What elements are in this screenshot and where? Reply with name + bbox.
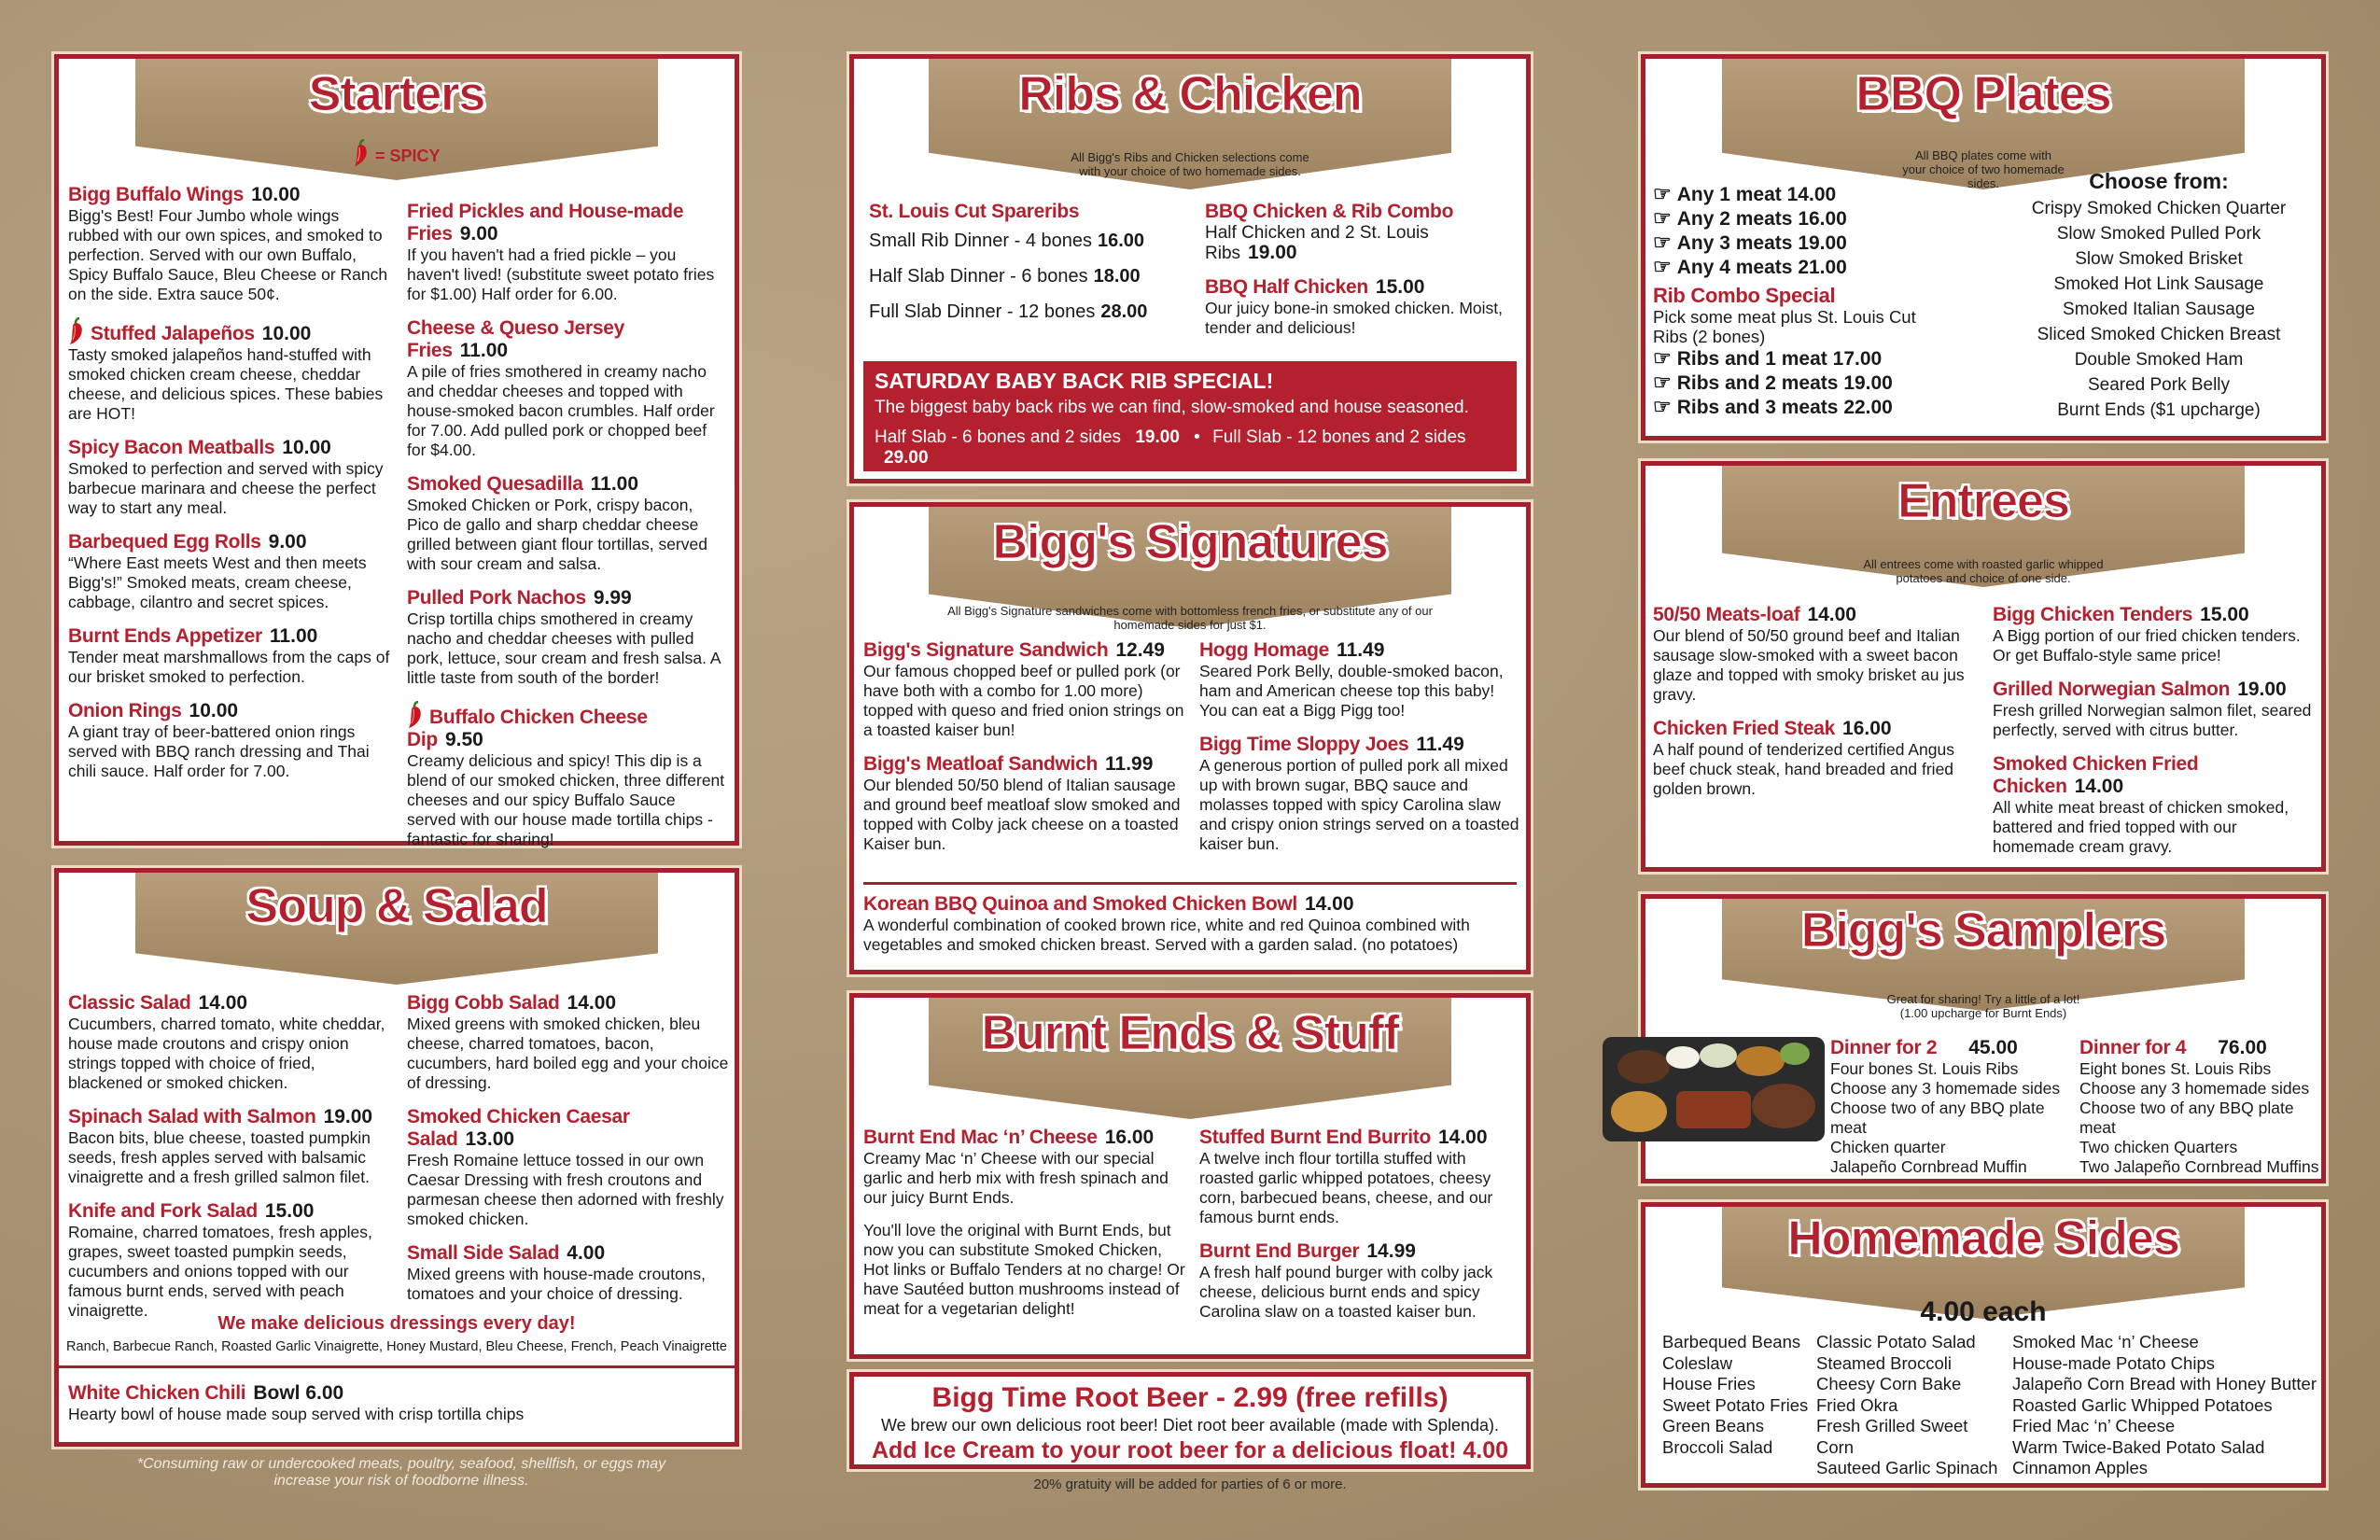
side-item: Roasted Garlic Whipped Potatoes: [2012, 1394, 2273, 1415]
item-price: 10.00: [261, 323, 312, 344]
item-price: 14.00: [1304, 893, 1354, 915]
item-name: Grilled Norwegian Salmon: [1993, 679, 2231, 700]
spicy-label: = SPICY: [375, 147, 441, 165]
rib-combo-option: [1653, 346, 1989, 371]
entrees-note: All entrees come with roasted garlic whipped potatoes and choice of one side.: [1863, 557, 2104, 585]
option-label: Small Rib Dinner - 4 bones: [869, 231, 1092, 251]
rib-option: [869, 223, 1186, 259]
item-description: A fresh half pound burger with colby jack cheese, delicious burnt ends and spicy Carolina slaw on a toasted kaiser bun.: [1199, 1263, 1493, 1321]
menu-item-note: [863, 1221, 1185, 1319]
bbq-plates-note: All BBQ plates come with your choice of two homemade sides.: [1902, 148, 2065, 190]
item-name: Smoked Chicken Fried Chicken: [1993, 753, 2199, 797]
choose-from-column: [2000, 169, 2317, 423]
burnt-ends-title: Burnt Ends & Stuff: [981, 1006, 1399, 1060]
menu-item: [1199, 1240, 1521, 1322]
item-price: 45.00: [1968, 1037, 2018, 1058]
item-price: 19.00: [323, 1106, 373, 1127]
item-description: Tender meat marshmallows from the caps of our brisket smoked to perfection.: [68, 648, 390, 686]
item-description: Fresh grilled Norwegian salmon filet, seared perfectly, served with citrus butter.: [1993, 701, 2312, 739]
menu-item: [1993, 753, 2315, 857]
item-description: Tasty smoked jalapeños hand-stuffed with smoked chicken cream cheese, cheddar cheese, and delicious spices. These babies are HOT!: [68, 345, 384, 423]
item-description: Our famous chopped beef or pulled pork (or have both with a combo for 1.00 more) topped with queso and fried onion strings on a toasted kaiser bun!: [863, 662, 1184, 739]
burnt-ends-panel: [849, 993, 1531, 1359]
meat-option: [1653, 255, 1989, 279]
menu-item: [1653, 718, 1975, 799]
entrees-left-column: [1653, 604, 1975, 812]
option-price: 17.00: [1832, 348, 1883, 370]
option-label: Any 3 meats: [1676, 232, 1793, 254]
item-name: Spicy Bacon Meatballs: [68, 437, 275, 458]
item-name: White Chicken Chili: [68, 1382, 246, 1404]
side-item: Steamed Broccoli: [1816, 1352, 1952, 1373]
side-item: House Fries: [1662, 1374, 1756, 1393]
item-description: A half pound of tenderized certified Angus beef chuck steak, hand breaded and fried golden brown.: [1653, 740, 1955, 798]
item-name: Burnt Ends Appetizer: [68, 625, 262, 647]
side-item: Green Beans: [1662, 1416, 1765, 1435]
menu-item: [863, 1127, 1185, 1208]
option-label: Any 4 meats: [1676, 257, 1793, 278]
item-description: A Bigg portion of our fried chicken tenders. Or get Buffalo-style same price!: [1993, 626, 2301, 665]
side-item: Broccoli Salad: [1662, 1436, 1773, 1457]
item-name: Spinach Salad with Salmon: [68, 1106, 316, 1127]
side-item: Fried Mac ‘n’ Cheese: [2012, 1416, 2176, 1435]
menu-item: [863, 753, 1185, 854]
starters-right-column: [407, 201, 729, 862]
root-beer-title: Bigg Time Root Beer - 2.99 (free refills): [931, 1382, 1449, 1413]
item-description: Seared Pork Belly, double-smoked bacon, ham and American cheese top this baby! You can eat a Bigg Pigg too!: [1199, 662, 1504, 720]
item-name: Dinner for 2: [1830, 1037, 1938, 1058]
sampler-line: Two chicken Quarters: [2079, 1138, 2238, 1156]
special-full-price: 29.00: [884, 448, 929, 468]
special-half-price: 19.00: [1135, 427, 1180, 447]
option-label: Ribs and 2 meats: [1676, 372, 1839, 394]
meat-option: [1653, 231, 1989, 255]
pointing-hand-icon: ☞: [1653, 255, 1672, 278]
special-description: The biggest baby back ribs we can find, slow-smoked and house seasoned.: [875, 398, 1469, 417]
item-description: Smoked Chicken or Pork, crispy bacon, Pico de gallo and sharp cheddar cheese grilled between giant flour tortillas, served with sour cream and salsa.: [407, 496, 707, 573]
signatures-divider: [863, 882, 1517, 885]
item-description: Half Chicken and 2 St. Louis Ribs: [1205, 223, 1429, 263]
rib-option: [869, 294, 1186, 329]
item-price: 15.00: [2200, 604, 2249, 625]
sides-title: Homemade Sides: [1787, 1211, 2179, 1266]
menu-item: [1993, 679, 2315, 740]
special-options: [875, 427, 1505, 469]
burnt-left-column: [863, 1127, 1185, 1332]
sampler-line: Choose two of any BBQ plate meat: [1830, 1099, 2045, 1137]
item-description: Smoked to perfection and served with spicy barbecue marinara and cheese the perfect way to start any meal.: [68, 459, 384, 517]
menu-item: [407, 992, 729, 1093]
item-description: “Where East meets West and then meets Bigg's!” Smoked meats, cream cheese, cabbage, cilantro and secret spices.: [68, 553, 367, 611]
item-name: Onion Rings: [68, 700, 182, 721]
item-name: Cheese & Queso Jersey Fries: [407, 317, 624, 361]
item-price: 9.99: [593, 587, 632, 609]
choice-item: Crispy Smoked Chicken Quarter: [2031, 199, 2287, 218]
item-name: BBQ Half Chicken: [1205, 276, 1368, 298]
dressings-divider: [59, 1365, 735, 1368]
ribs-panel: [849, 54, 1531, 483]
option-price: 19.00: [1798, 232, 1847, 254]
item-price: 9.00: [459, 223, 498, 245]
item-description: Mixed greens with smoked chicken, bleu cheese, charred tomatoes, bacon, cucumbers, hard boiled egg and your choice of dressing.: [407, 1015, 729, 1092]
menu-item: [68, 625, 390, 687]
rib-combo-title: Rib Combo Special: [1653, 284, 1836, 307]
pointing-hand-icon: ☞: [1653, 395, 1672, 418]
sampler-line: Jalapeño Cornbread Muffin: [1830, 1157, 2027, 1176]
side-item: Fresh Grilled Sweet Corn: [1816, 1416, 1968, 1457]
item-name: Small Side Salad: [407, 1242, 560, 1264]
menu-item: [407, 1242, 729, 1304]
item-name: Bigg's Signature Sandwich: [863, 639, 1109, 661]
ribs-note: All Bigg's Ribs and Chicken selections come with your choice of two homemade sides.: [1071, 150, 1309, 178]
menu-item: [68, 1200, 390, 1321]
choose-from-title: Choose from:: [2089, 169, 2229, 193]
pointing-hand-icon: ☞: [1653, 231, 1672, 254]
special-title: SATURDAY BABY BACK RIB SPECIAL!: [875, 369, 1274, 393]
item-price: 19.00: [2237, 679, 2287, 700]
item-price: 10.00: [282, 437, 331, 458]
special-full-label: Full Slab - 12 bones and 2 sides: [1212, 427, 1466, 447]
item-name: BBQ Chicken & Rib Combo: [1205, 201, 1454, 222]
item-price: 14.00: [2074, 776, 2124, 797]
option-price: 16.00: [1798, 208, 1847, 230]
item-description: Cucumbers, charred tomato, white cheddar, house made croutons and crispy onion strings topped with choice of fried, blackened or smoked chicken.: [68, 1015, 385, 1092]
meat-option: [1653, 182, 1989, 206]
float-price: 4.00: [1463, 1437, 1509, 1463]
samplers-note: Great for sharing! Try a little of a lot! (1.00 upcharge for Burnt Ends): [1886, 992, 2080, 1020]
item-price: 10.00: [189, 700, 239, 721]
choice-item: Sliced Smoked Chicken Breast: [2037, 325, 2281, 344]
rib-combo-description: Pick some meat plus St. Louis Cut Ribs (2 bones): [1653, 307, 1916, 346]
option-price: 22.00: [1843, 397, 1893, 418]
item-description: Creamy Mac ‘n’ Cheese with our special garlic and herb mix with fresh spinach and our juicy Burnt Ends.: [863, 1149, 1169, 1207]
soup-salad-title: Soup & Salad: [245, 879, 548, 933]
sides-price: 4.00 each: [1920, 1296, 2047, 1327]
starters-panel: [54, 54, 739, 846]
item-description: Crisp tortilla chips smothered in creamy nacho and cheddar cheeses with pulled pork, lettuce, sour cream and fresh salsa. A little taste from south of the border!: [407, 609, 721, 687]
signatures-right-column: [1199, 639, 1521, 867]
option-label: Full Slab Dinner - 12 bones: [869, 301, 1096, 322]
entrees-right-column: [1993, 604, 2315, 870]
menu-item: [863, 639, 1185, 740]
float-text: Add Ice Cream to your root beer for a delicious float!: [871, 1437, 1457, 1463]
option-label: Any 2 meats: [1676, 208, 1793, 230]
option-label: Ribs and 1 meat: [1676, 348, 1827, 370]
side-item: Sweet Potato Fries: [1662, 1394, 1809, 1415]
menu-item: [68, 531, 390, 612]
rib-combo-option: [1653, 371, 1989, 395]
side-item: Cheesy Corn Bake: [1816, 1374, 1962, 1393]
item-price: 19.00: [1248, 242, 1297, 263]
item-price: 9.50: [444, 729, 483, 750]
meat-option: [1653, 206, 1989, 231]
item-price: 15.00: [1375, 276, 1425, 298]
side-item: Barbequed Beans: [1662, 1332, 1801, 1351]
pointing-hand-icon: ☞: [1653, 206, 1672, 230]
choice-item: Slow Smoked Brisket: [2075, 249, 2243, 269]
choice-item: Seared Pork Belly: [2087, 375, 2231, 395]
item-price: 9.00: [268, 531, 307, 553]
sides-column-3: [2012, 1332, 2320, 1479]
item-price: 14.00: [198, 992, 248, 1014]
menu-item: [407, 1106, 729, 1229]
root-beer-description: We brew our own delicious root beer! Diet root beer available (made with Splenda).: [880, 1416, 1499, 1435]
signatures-note: All Bigg's Signature sandwiches come with bottomless french fries, or substitute any of our homemade sides for just $1.: [947, 604, 1433, 632]
gratuity-note: 20% gratuity will be added for parties of 6 or more.: [1033, 1477, 1347, 1492]
dressings-heading: We make delicious dressings every day!: [217, 1313, 576, 1334]
item-description: Mixed greens with house-made croutons, tomatoes and your choice of dressing.: [407, 1265, 707, 1303]
sides-panel: [1641, 1202, 2326, 1488]
dinner-for-2: [1830, 1037, 2073, 1177]
option-price: 18.00: [1093, 266, 1141, 287]
item-name: Barbequed Egg Rolls: [68, 531, 261, 553]
menu-item: [407, 201, 729, 304]
item-name: Classic Salad: [68, 992, 191, 1014]
starters-left-column: [68, 184, 390, 794]
item-name: 50/50 Meats-loaf: [1653, 604, 1800, 625]
pointing-hand-icon: ☞: [1653, 371, 1672, 394]
item-description: Romaine, charred tomatoes, fresh apples, grapes, sweet toasted pumpkin seeds, cucumbers and onions topped with our famous burnt ends, served with peach vinaigrette.: [68, 1223, 372, 1320]
menu-item: [1653, 604, 1975, 705]
sampler-line: Chicken quarter: [1830, 1138, 1946, 1156]
item-name: Pulled Pork Nachos: [407, 587, 586, 609]
item-description: All white meat breast of chicken smoked, battered and fried topped with our homemade cream gravy.: [1993, 798, 2289, 856]
item-price: 16.00: [1842, 718, 1892, 739]
root-beer-panel: [849, 1372, 1531, 1469]
item-name: Chicken Fried Steak: [1653, 718, 1836, 739]
chili-item: [68, 1382, 721, 1424]
option-label: Ribs and 3 meats: [1676, 397, 1839, 418]
chili-pepper-icon: [407, 701, 424, 729]
sides-column-1: [1662, 1332, 1816, 1458]
sampler-line: Choose any 3 homemade sides: [2079, 1079, 2310, 1098]
sampler-line: Choose two of any BBQ plate meat: [2079, 1099, 2294, 1137]
menu-item: [1993, 604, 2315, 665]
special-separator: •: [1194, 427, 1200, 447]
item-price: 16.00: [1104, 1127, 1155, 1148]
entrees-panel: [1641, 461, 2326, 872]
bbq-plates-title: BBQ Plates: [1855, 67, 2111, 121]
side-item: Classic Potato Salad: [1816, 1332, 1976, 1351]
bbq-meats-column: [1653, 182, 1989, 419]
item-name: Bigg Chicken Tenders: [1993, 604, 2193, 625]
side-item: Smoked Mac ‘n’ Cheese: [2012, 1332, 2199, 1351]
starters-title: Starters: [308, 67, 485, 121]
item-description: If you haven't had a fried pickle – you haven't lived! (substitute sweet potato fries for $1.00) Half order for 6.00.: [407, 245, 715, 303]
rib-special-box: [863, 361, 1517, 471]
side-item: Warm Twice-Baked Potato Salad: [2012, 1436, 2265, 1457]
item-name: Stuffed Burnt End Burrito: [1199, 1127, 1431, 1148]
menu-item: [1205, 276, 1518, 338]
side-item: Jalapeño Corn Bread with Honey Butter: [2012, 1374, 2317, 1393]
ribs-title: Ribs & Chicken: [1018, 67, 1362, 121]
choice-item: Burnt Ends ($1 upcharge): [2057, 400, 2261, 420]
item-name: Stuffed Jalapeños: [91, 323, 255, 344]
item-description: Our juicy bone-in smoked chicken. Moist, tender and delicious!: [1205, 299, 1504, 337]
menu-item: [68, 1106, 390, 1187]
item-name: Bigg Cobb Salad: [407, 992, 560, 1014]
item-name: Fried Pickles and House-made Fries: [407, 201, 684, 245]
menu-item: [68, 184, 390, 304]
item-name: Burnt End Burger: [1199, 1240, 1360, 1262]
side-item: Cinnamon Apples: [2012, 1458, 2149, 1477]
option-price: 21.00: [1798, 257, 1847, 278]
menu-item: [68, 700, 390, 781]
option-label: Half Slab Dinner - 6 bones: [869, 266, 1088, 287]
salad-right-column: [407, 992, 729, 1317]
item-price: 76.00: [2218, 1037, 2267, 1058]
item-description: Fresh Romaine lettuce tossed in our own Caesar Dressing with fresh croutons and parmesan cheese then adorned with freshly smoked chicken.: [407, 1151, 724, 1228]
choice-item: Double Smoked Ham: [2074, 350, 2244, 370]
chili-pepper-icon: [68, 317, 85, 345]
item-description: A generous portion of pulled pork all mixed up with brown sugar, BBQ sauce and molasses topped with spicy Carolina slaw and crispy onion strings served on a toasted kaiser bun.: [1199, 756, 1519, 853]
item-name: Smoked Chicken Caesar Salad: [407, 1106, 630, 1150]
item-description: A pile of fries smothered in creamy nacho and cheddar cheeses and topped with house-smoked bacon crumbles. Half order for 7.00. Add pulled pork or chopped beef for $4.00.: [407, 362, 715, 459]
item-price: 4.00: [567, 1242, 606, 1264]
korean-bowl-item: [863, 893, 1517, 955]
item-name: Knife and Fork Salad: [68, 1200, 258, 1222]
item-price: 11.00: [590, 473, 639, 495]
signatures-panel: [849, 502, 1531, 974]
item-price: 14.00: [567, 992, 617, 1014]
item-description: Bacon bits, blue cheese, toasted pumpkin seeds, fresh apples served with balsamic vinaigrette and a fresh grilled salmon filet.: [68, 1128, 371, 1186]
item-description: Hearty bowl of house made soup served with crisp tortilla chips: [68, 1405, 525, 1423]
menu-item: [1199, 734, 1521, 854]
dressings-list: Ranch, Barbecue Ranch, Roasted Garlic Vinaigrette, Honey Mustard, Bleu Cheese, French, Peach Vinaigrette: [66, 1339, 727, 1354]
spareribs-title: St. Louis Cut Spareribs: [869, 201, 1080, 222]
item-name: Buffalo Chicken Cheese Dip: [407, 707, 648, 750]
side-item: House-made Potato Chips: [2012, 1352, 2215, 1373]
dinner-for-4: [2079, 1037, 2322, 1177]
menu-item: [1199, 639, 1521, 721]
signatures-title: Bigg's Signatures: [992, 515, 1388, 569]
burnt-right-column: [1199, 1127, 1521, 1335]
sampler-line: Two Jalapeño Cornbread Muffins: [2079, 1157, 2319, 1176]
signatures-left-column: [863, 639, 1185, 867]
item-name: Hogg Homage: [1199, 639, 1330, 661]
item-name: Burnt End Mac ‘n’ Cheese: [863, 1127, 1098, 1148]
menu-item: [1199, 1127, 1521, 1227]
disclaimer: *Consuming raw or undercooked meats, poultry, seafood, shellfish, or eggs may increase your risk of foodborne illness.: [136, 1456, 666, 1489]
rib-option: [869, 259, 1186, 294]
float-line: [854, 1437, 1526, 1464]
side-item: Fried Okra: [1816, 1394, 1898, 1415]
rib-combo-option: [1653, 395, 1989, 419]
bbq-plates-panel: [1641, 54, 2326, 441]
item-description: Creamy delicious and spicy! This dip is a blend of our smoked chicken, three different cheeses and our spicy Buffalo Sauce served with our house made tortilla chips - fantastic for sharing!: [407, 751, 725, 848]
item-price: 11.00: [459, 340, 509, 361]
choice-item: Smoked Italian Sausage: [2063, 300, 2255, 319]
sampler-line: Choose any 3 homemade sides: [1830, 1079, 2061, 1098]
option-price: 28.00: [1100, 301, 1148, 322]
sampler-line: Four bones St. Louis Ribs: [1830, 1059, 2019, 1078]
option-label: Any 1 meat: [1676, 184, 1782, 205]
item-description: You'll love the original with Burnt Ends, but now you can substitute Smoked Chicken, Hot links or Buffalo Tenders at no charge! Or have Sautéed button mushrooms instead of meat for a vegetarian delight!: [863, 1221, 1185, 1318]
item-name: Bigg Buffalo Wings: [68, 184, 245, 205]
pointing-hand-icon: ☞: [1653, 346, 1672, 370]
item-name: Bigg Time Sloppy Joes: [1199, 734, 1409, 755]
special-half-label: Half Slab - 6 bones and 2 sides: [875, 427, 1122, 447]
side-item: Sauteed Garlic Spinach: [1816, 1458, 1998, 1477]
menu-item: [68, 992, 390, 1093]
item-price: 13.00: [465, 1128, 515, 1150]
option-price: 14.00: [1786, 184, 1837, 205]
sides-column-2: [1816, 1332, 2008, 1479]
item-price: 15.00: [264, 1200, 315, 1222]
item-description: Our blend of 50/50 ground beef and Italian sausage slow-smoked with a sweet bacon glaze and topped with smoky brisket au jus gravy.: [1653, 626, 1965, 704]
menu-item: [68, 317, 390, 424]
spareribs-column: [869, 201, 1186, 329]
item-price: 11.49: [1416, 734, 1464, 755]
samplers-panel: [1641, 894, 2326, 1183]
item-name: Dinner for 4: [2079, 1037, 2187, 1058]
sampler-platter-photo: [1597, 1029, 1830, 1149]
sampler-line: Eight bones St. Louis Ribs: [2079, 1059, 2272, 1078]
salad-left-column: [68, 992, 390, 1334]
choice-item: Smoked Hot Link Sausage: [2053, 274, 2264, 294]
item-name: Bigg's Meatloaf Sandwich: [863, 753, 1098, 775]
choice-item: Slow Smoked Pulled Pork: [2056, 224, 2261, 244]
item-description: A giant tray of beer-battered onion rings served with BBQ ranch dressing and Thai chili sauce. Half order for 7.00.: [68, 722, 370, 780]
item-price: 14.99: [1366, 1240, 1416, 1262]
item-price: Bowl 6.00: [253, 1382, 344, 1404]
menu-item: [407, 473, 729, 574]
option-price: 16.00: [1098, 231, 1145, 251]
soup-salad-panel: [54, 868, 739, 1447]
chicken-column: [1205, 201, 1518, 351]
item-description-row: [1205, 223, 1518, 263]
menu-item: [407, 587, 729, 688]
item-name: Smoked Quesadilla: [407, 473, 583, 495]
item-description: Our blended 50/50 blend of Italian sausage and ground beef meatloaf slow smoked and topped with Colby jack cheese on a toasted Kaiser bun.: [863, 776, 1181, 853]
item-description: A wonderful combination of cooked brown rice, white and red Quinoa combined with vegetables and smoked chicken breast. Served with a garden salad. (no potatoes): [863, 916, 1470, 954]
item-price: 14.00: [1437, 1127, 1488, 1148]
item-price: 14.00: [1807, 604, 1856, 625]
item-price: 10.00: [251, 184, 301, 205]
menu-item: [407, 317, 729, 460]
item-description: A twelve inch flour tortilla stuffed with roasted garlic whipped potatoes, cheesy corn, barbecued beans, cheese, and our famous burnt ends.: [1199, 1149, 1493, 1226]
samplers-title: Bigg's Samplers: [1800, 903, 2166, 958]
chili-pepper-icon: [353, 139, 370, 167]
item-price: 12.49: [1115, 639, 1165, 661]
side-item: Coleslaw: [1662, 1352, 1733, 1373]
menu-item: [407, 701, 729, 849]
pointing-hand-icon: ☞: [1653, 182, 1672, 205]
menu-item: [1205, 201, 1518, 263]
spicy-legend: [353, 139, 441, 167]
item-name: Korean BBQ Quinoa and Smoked Chicken Bowl: [863, 893, 1297, 915]
item-price: 11.99: [1105, 753, 1154, 775]
item-price: 11.49: [1337, 639, 1385, 661]
entrees-title: Entrees: [1897, 474, 2069, 528]
item-price: 11.00: [269, 625, 318, 647]
item-description: Bigg's Best! Four Jumbo whole wings rubbed with our own spices, and smoked to perfection. Served with our own Buffalo, Spicy Buffalo Sauce, Bleu Cheese or Ranch on the side. Extra sauce 50¢.: [68, 206, 388, 303]
option-price: 19.00: [1843, 372, 1893, 394]
menu-item: [68, 437, 390, 518]
